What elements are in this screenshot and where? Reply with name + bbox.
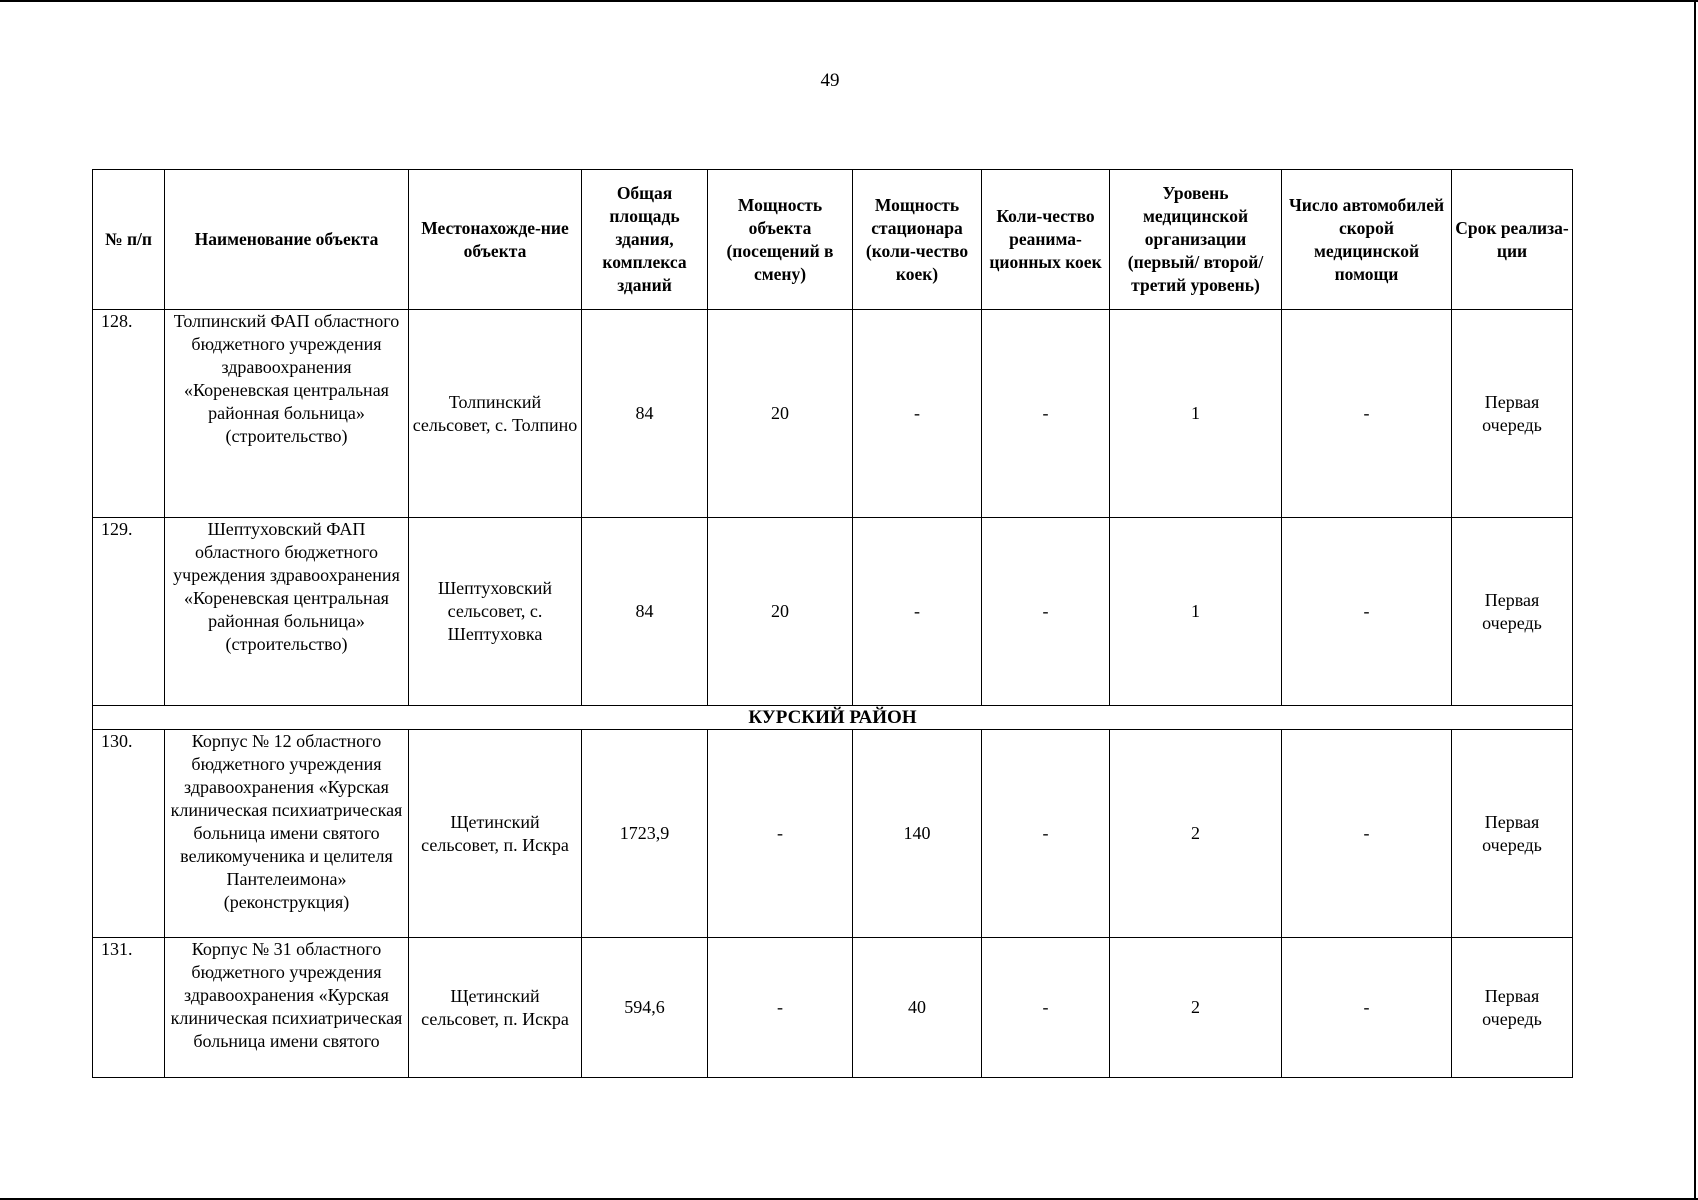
page-border-right: [1694, 0, 1696, 1200]
cell-area: 594,6: [582, 938, 708, 1078]
section-row: [93, 706, 1573, 730]
cell-ambulances: -: [1282, 730, 1452, 938]
section-title: КУРСКИЙ РАЙОН: [93, 706, 1573, 730]
cell-icu: -: [982, 310, 1110, 518]
header-num: № п/п: [93, 170, 165, 310]
cell-name: Шептуховский ФАП областного бюджетного учреждения здравоохранения «Кореневская центральная районная больница» (строительство): [165, 518, 409, 706]
cell-level: 1: [1110, 518, 1282, 706]
cell-area: 1723,9: [582, 730, 708, 938]
cell-level: 1: [1110, 310, 1282, 518]
cell-ambulances: -: [1282, 518, 1452, 706]
objects-table: [92, 169, 1573, 1078]
header-area: Общая площадь здания, комплекса зданий: [582, 170, 708, 310]
cell-term: Первая очередь: [1452, 938, 1573, 1078]
header-row: [93, 170, 1573, 310]
cell-area: 84: [582, 518, 708, 706]
cell-num: 131.: [93, 938, 165, 1078]
cell-num: 129.: [93, 518, 165, 706]
cell-beds: -: [853, 518, 982, 706]
cell-location: Толпинский сельсовет, с. Толпино: [409, 310, 582, 518]
cell-beds: -: [853, 310, 982, 518]
header-capacity: Мощность объекта (посещений в смену): [708, 170, 853, 310]
header-name: Наименование объекта: [165, 170, 409, 310]
cell-location: Щетинский сельсовет, п. Искра: [409, 938, 582, 1078]
cell-num: 128.: [93, 310, 165, 518]
cell-capacity: 20: [708, 518, 853, 706]
header-ambulances: Число автомобилей скорой медицинской помощи: [1282, 170, 1452, 310]
header-beds: Мощность стационара (коли-чество коек): [853, 170, 982, 310]
page-border-top: [0, 0, 1698, 2]
cell-icu: -: [982, 730, 1110, 938]
cell-name: Корпус № 12 областного бюджетного учреждения здравоохранения «Курская клиническая психиатрическая больница имени святого великомученика и целителя Пантелеимона» (реконструкция): [165, 730, 409, 938]
cell-term: Первая очередь: [1452, 518, 1573, 706]
header-level: Уровень медицинской организации (первый/ второй/ третий уровень): [1110, 170, 1282, 310]
cell-level: 2: [1110, 730, 1282, 938]
page-number: 49: [820, 70, 840, 91]
cell-num: 130.: [93, 730, 165, 938]
cell-capacity: -: [708, 938, 853, 1078]
cell-term: Первая очередь: [1452, 730, 1573, 938]
cell-area: 84: [582, 310, 708, 518]
cell-icu: -: [982, 938, 1110, 1078]
table-row: [93, 730, 1573, 938]
header-icu: Коли-чество реанима-ционных коек: [982, 170, 1110, 310]
cell-name: Корпус № 31 областного бюджетного учреждения здравоохранения «Курская клиническая психиатрическая больница имени святого: [165, 938, 409, 1078]
header-location: Местонахожде-ние объекта: [409, 170, 582, 310]
cell-location: Щетинский сельсовет, п. Искра: [409, 730, 582, 938]
cell-beds: 40: [853, 938, 982, 1078]
cell-ambulances: -: [1282, 938, 1452, 1078]
cell-ambulances: -: [1282, 310, 1452, 518]
cell-name: Толпинский ФАП областного бюджетного учреждения здравоохранения «Кореневская центральная районная больница» (строительство): [165, 310, 409, 518]
cell-capacity: 20: [708, 310, 853, 518]
table-row: [93, 518, 1573, 706]
header-term: Срок реализа-ции: [1452, 170, 1573, 310]
cell-capacity: -: [708, 730, 853, 938]
cell-location: Шептуховский сельсовет, с. Шептуховка: [409, 518, 582, 706]
cell-icu: -: [982, 518, 1110, 706]
cell-term: Первая очередь: [1452, 310, 1573, 518]
table-row: [93, 938, 1573, 1078]
table-row: [93, 310, 1573, 518]
cell-beds: 140: [853, 730, 982, 938]
cell-level: 2: [1110, 938, 1282, 1078]
